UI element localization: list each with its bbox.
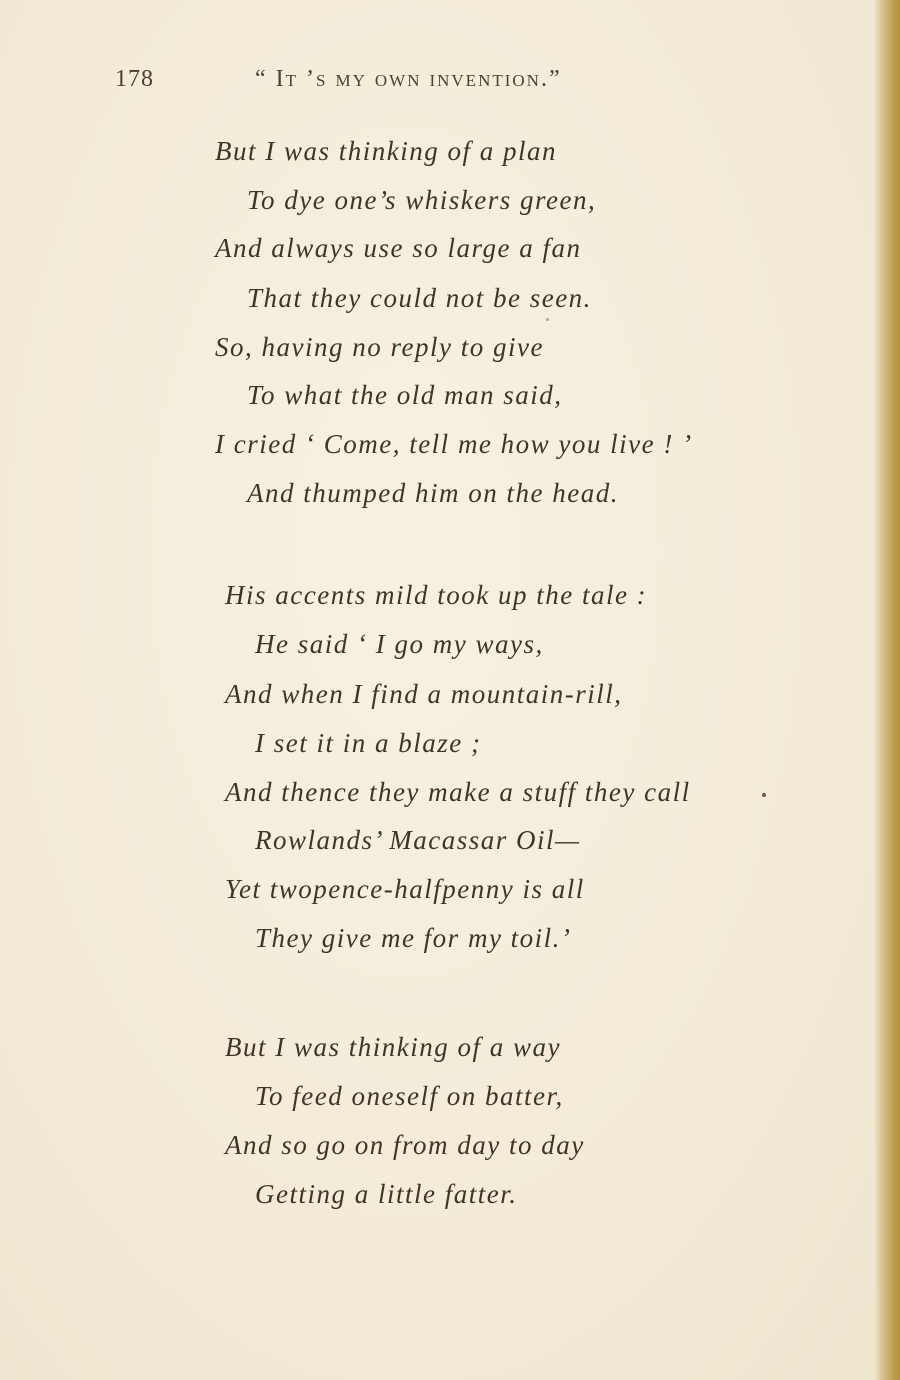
verse-line: Getting a little fatter. (255, 1179, 518, 1209)
verse-line: And always use so large a fan (215, 233, 582, 263)
verse-line: Rowlands’ Macassar Oil— (255, 825, 581, 855)
verse-line: I cried ‘ Come, tell me how you live ! ’ (215, 429, 693, 459)
verse-line: I set it in a blaze ; (255, 728, 482, 758)
verse-line: And thence they make a stuff they call (225, 777, 691, 807)
verse-line: He said ‘ I go my ways, (255, 629, 544, 659)
verse-line: And when I find a mountain-rill, (225, 679, 623, 709)
verse-line: And thumped him on the head. (247, 478, 619, 508)
verse-line: That they could not be seen. (247, 283, 592, 313)
verse-line: To dye one’s whiskers green, (247, 185, 597, 215)
verse-line: They give me for my toil.’ (255, 923, 572, 953)
verse-line: His accents mild took up the tale : (225, 580, 648, 610)
verse-line: Yet twopence-halfpenny is all (225, 874, 585, 904)
page-number: 178 (115, 66, 154, 92)
verse-line: To feed oneself on batter, (255, 1081, 564, 1111)
verse-line: To what the old man said, (247, 380, 563, 410)
verse-line: So, having no reply to give (215, 332, 544, 362)
running-head (0, 62, 900, 98)
verse-line: But I was thinking of a plan (215, 136, 557, 166)
verse-line: And so go on from day to day (225, 1130, 585, 1160)
running-head-title: “ It ’s my own invention.” (255, 66, 562, 92)
verse-line: But I was thinking of a way (225, 1032, 561, 1062)
page-gutter-edge (874, 0, 900, 1380)
print-speck (546, 318, 549, 321)
print-speck (762, 793, 766, 797)
